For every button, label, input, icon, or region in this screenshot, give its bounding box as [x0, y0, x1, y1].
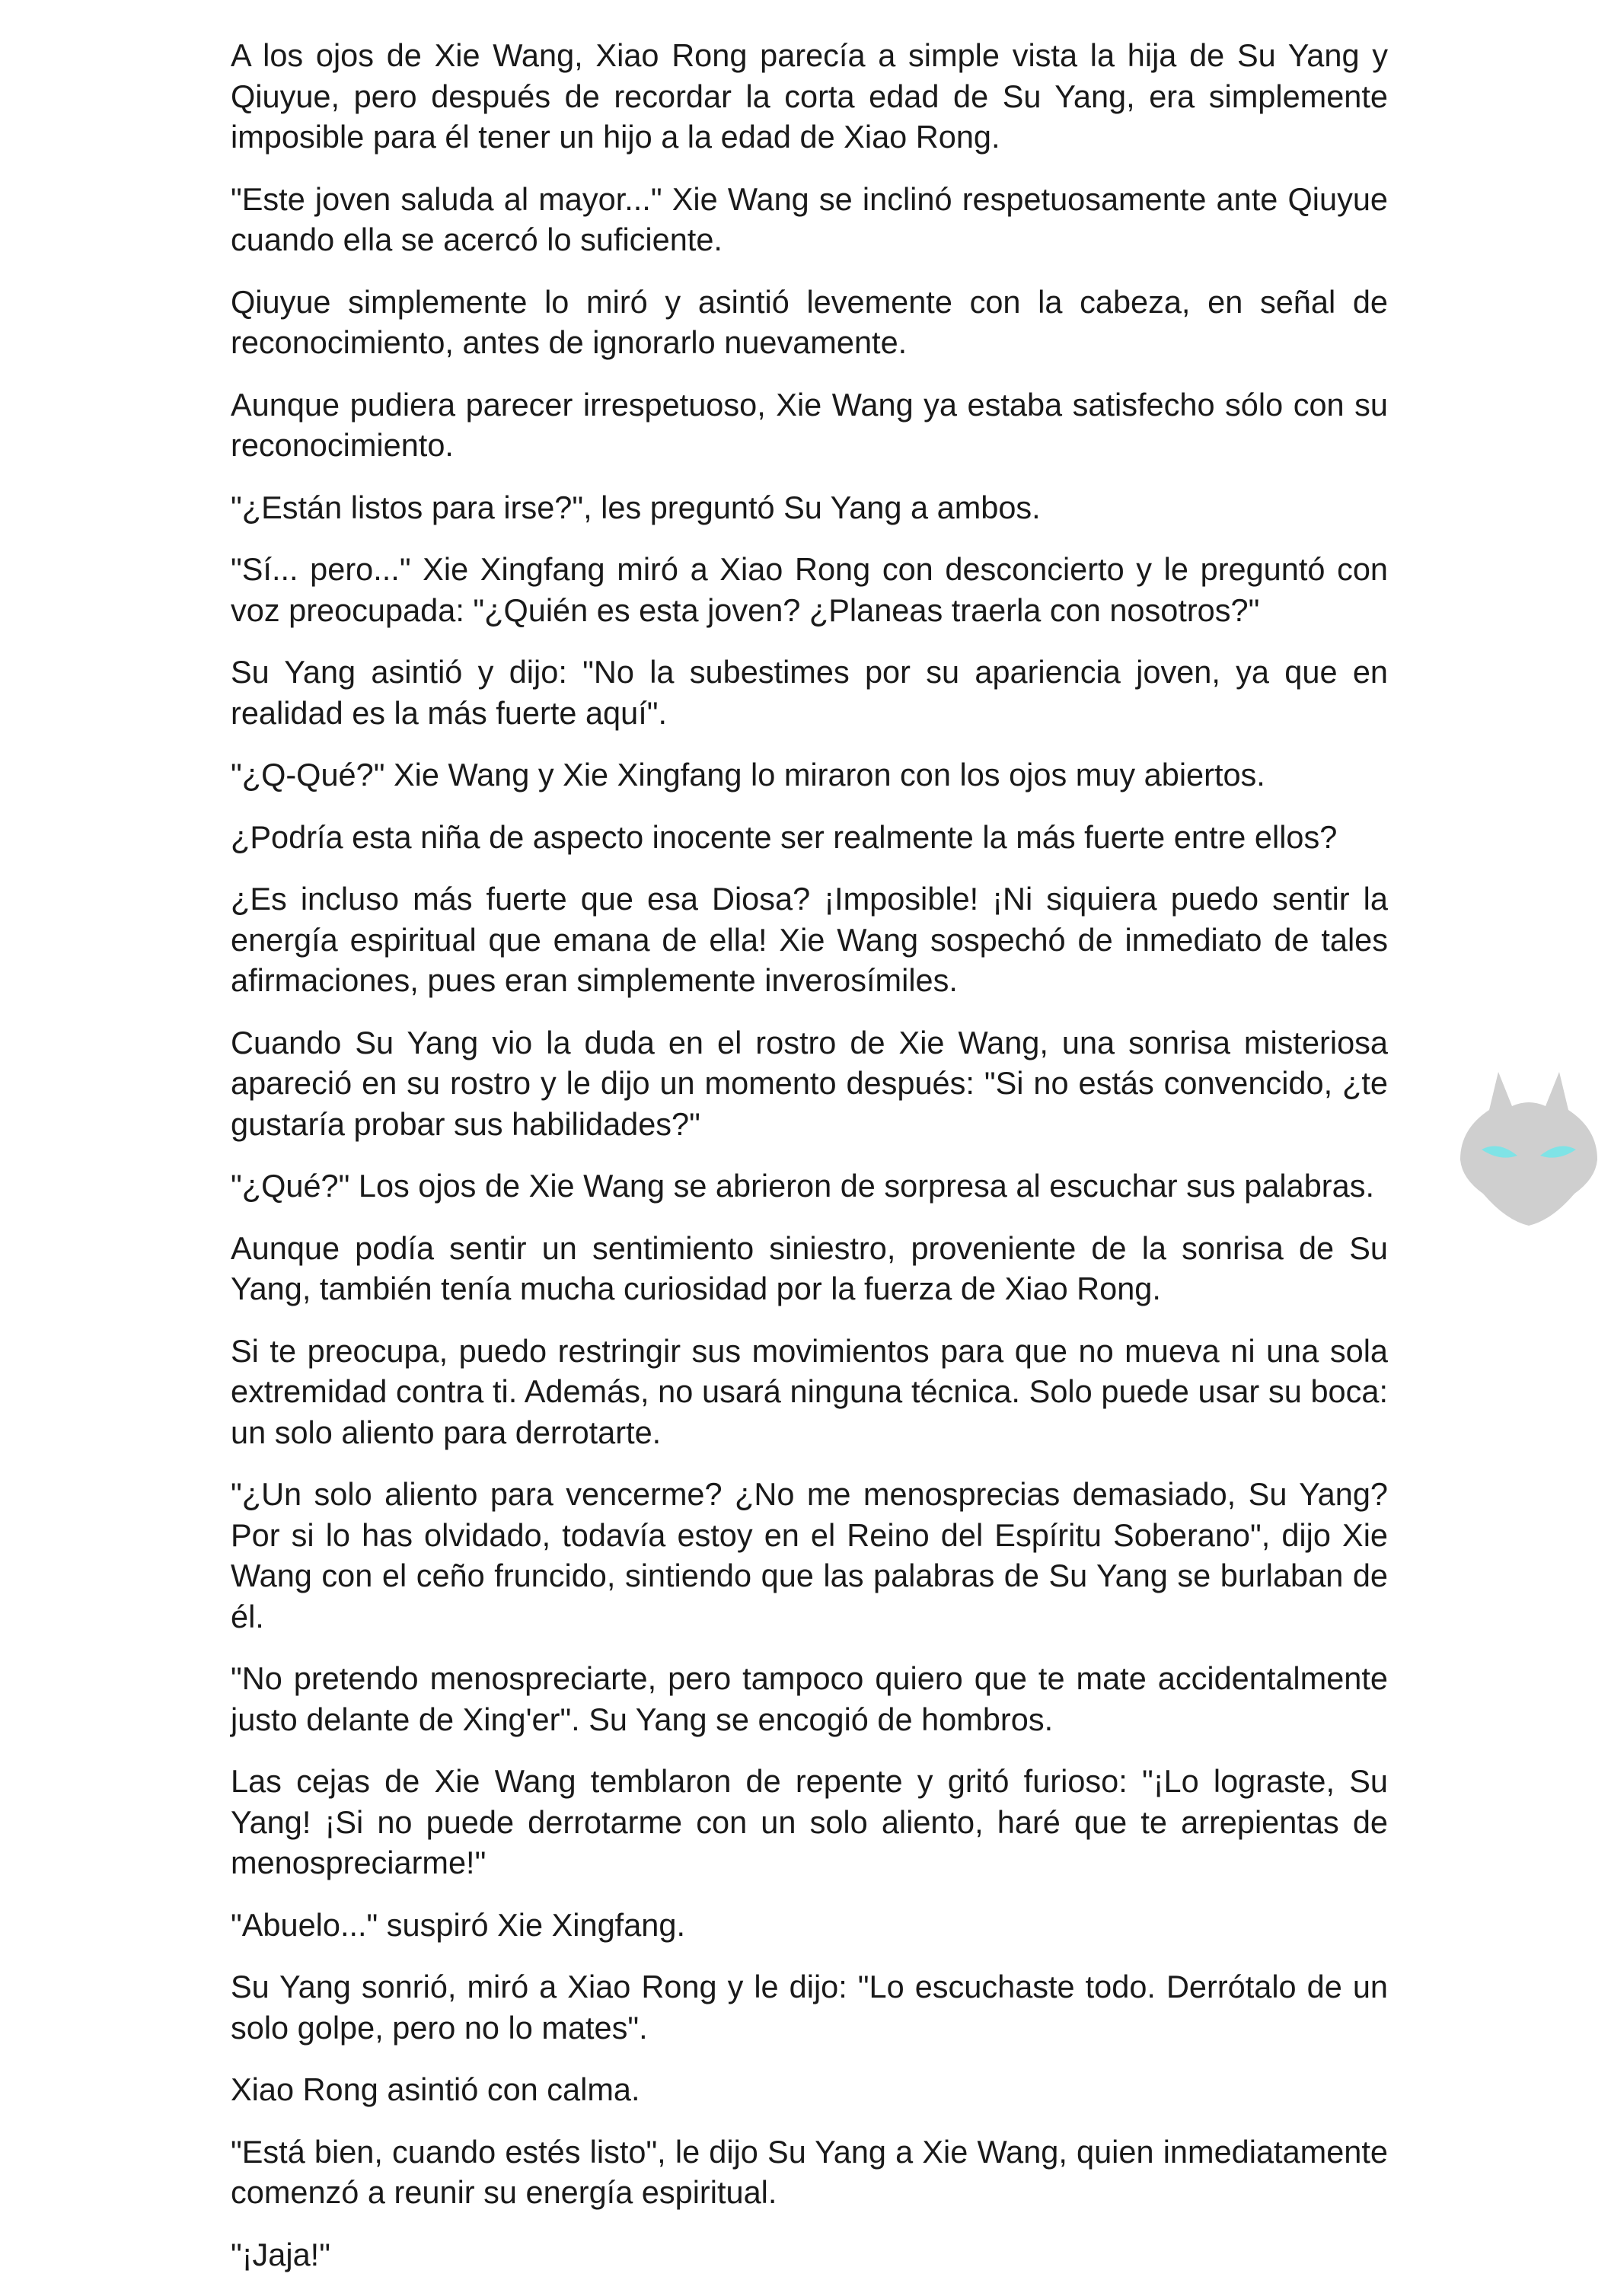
demon-head-icon [1453, 1064, 1605, 1232]
paragraph-19: Su Yang sonrió, miró a Xiao Rong y le dijo: "Lo escuchaste todo. Derrótalo de un solo golpe, pero no lo mates". [231, 1969, 1388, 2046]
paragraph-5: "¿Están listos para irse?", les preguntó Su Yang a ambos. [231, 489, 1041, 525]
paragraph-18: "Abuelo..." suspiró Xie Xingfang. [231, 1906, 685, 1943]
text-column [231, 35, 1388, 2296]
paragraph-4: Aunque pudiera parecer irrespetuoso, Xie Wang ya estaba satisfecho sólo con su reconocimiento. [231, 386, 1388, 463]
paragraph-16: "No pretendo menospreciarte, pero tampoco quiero que te mate accidentalmente justo delante de Xing'er". Su Yang se encogió de hombros. [231, 1660, 1388, 1737]
paragraph-15: "¿Un solo aliento para vencerme? ¿No me menosprecias demasiado, Su Yang? Por si lo has olvidado, todavía estoy en el Reino del Espíritu Soberano", dijo Xie Wang con el ceño fruncido, sintiendo que las palabras de Su Yang se burlaban de él. [231, 1476, 1388, 1634]
paragraph-21: "Está bien, cuando estés listo", le dijo Su Yang a Xie Wang, quien inmediatamente comenzó a reunir su energía espiritual. [231, 2133, 1388, 2210]
paragraph-2: "Este joven saluda al mayor..." Xie Wang se inclinó respetuosamente ante Qiuyue cuando ella se acercó lo suficiente. [231, 180, 1388, 257]
paragraph-8: "¿Q-Qué?" Xie Wang y Xie Xingfang lo miraron con los ojos muy abiertos. [231, 757, 1265, 792]
paragraph-10: ¿Es incluso más fuerte que esa Diosa? ¡Imposible! ¡Ni siquiera puedo sentir la energía espiritual que emana de ella! Xie Wang sospechó de inmediato de tales afirmaciones, pues eran simplemente inverosímiles. [231, 881, 1388, 998]
paragraph-12: "¿Qué?" Los ojos de Xie Wang se abrieron de sorpresa al escuchar sus palabras. [231, 1168, 1374, 1204]
paragraph-9: ¿Podría esta niña de aspecto inocente ser realmente la más fuerte entre ellos? [231, 818, 1338, 855]
paragraph-22: "¡Jaja!" [231, 2236, 330, 2272]
paragraph-17: Las cejas de Xie Wang temblaron de repente y gritó furioso: "¡Lo lograste, Su Yang! ¡Si no puede derrotarme con un solo aliento, haré que te arrepientas de menospreciarme!" [231, 1763, 1388, 1880]
paragraph-7: Su Yang asintió y dijo: "No la subestimes por su apariencia joven, ya que en realidad es la más fuerte aquí". [231, 654, 1388, 731]
paragraph-3: Qiuyue simplemente lo miró y asintió levemente con la cabeza, en señal de reconocimiento, antes de ignorarlo nuevamente. [231, 283, 1388, 360]
paragraph-11: Cuando Su Yang vio la duda en el rostro de Xie Wang, una sonrisa misteriosa apareció en su rostro y le dijo un momento después: "Si no estás convencido, ¿te gustaría probar sus habilidades?" [231, 1024, 1388, 1142]
paragraph-13: Aunque podía sentir un sentimiento siniestro, proveniente de la sonrisa de Su Yang, también tenía mucha curiosidad por la fuerza de Xiao Rong. [231, 1229, 1388, 1306]
paragraph-6: "Sí... pero..." Xie Xingfang miró a Xiao Rong con desconcierto y le preguntó con voz preocupada: "¿Quién es esta joven? ¿Planeas traerla con nosotros?" [231, 551, 1388, 628]
demon-head-shape [1460, 1072, 1597, 1226]
paragraph-20: Xiao Rong asintió con calma. [231, 2071, 640, 2107]
paragraph-14: Si te preocupa, puedo restringir sus movimientos para que no mueva ni una sola extremidad contra ti. Además, no usará ninguna técnica. Solo puede usar su boca: un solo aliento para derrotarte. [231, 1332, 1388, 1450]
paragraph-1: A los ojos de Xie Wang, Xiao Rong parecía a simple vista la hija de Su Yang y Qiuyue, pero después de recordar la corta edad de Su Yang, era simplemente imposible para él tener un hijo a la edad de Xiao Rong. [231, 37, 1388, 155]
